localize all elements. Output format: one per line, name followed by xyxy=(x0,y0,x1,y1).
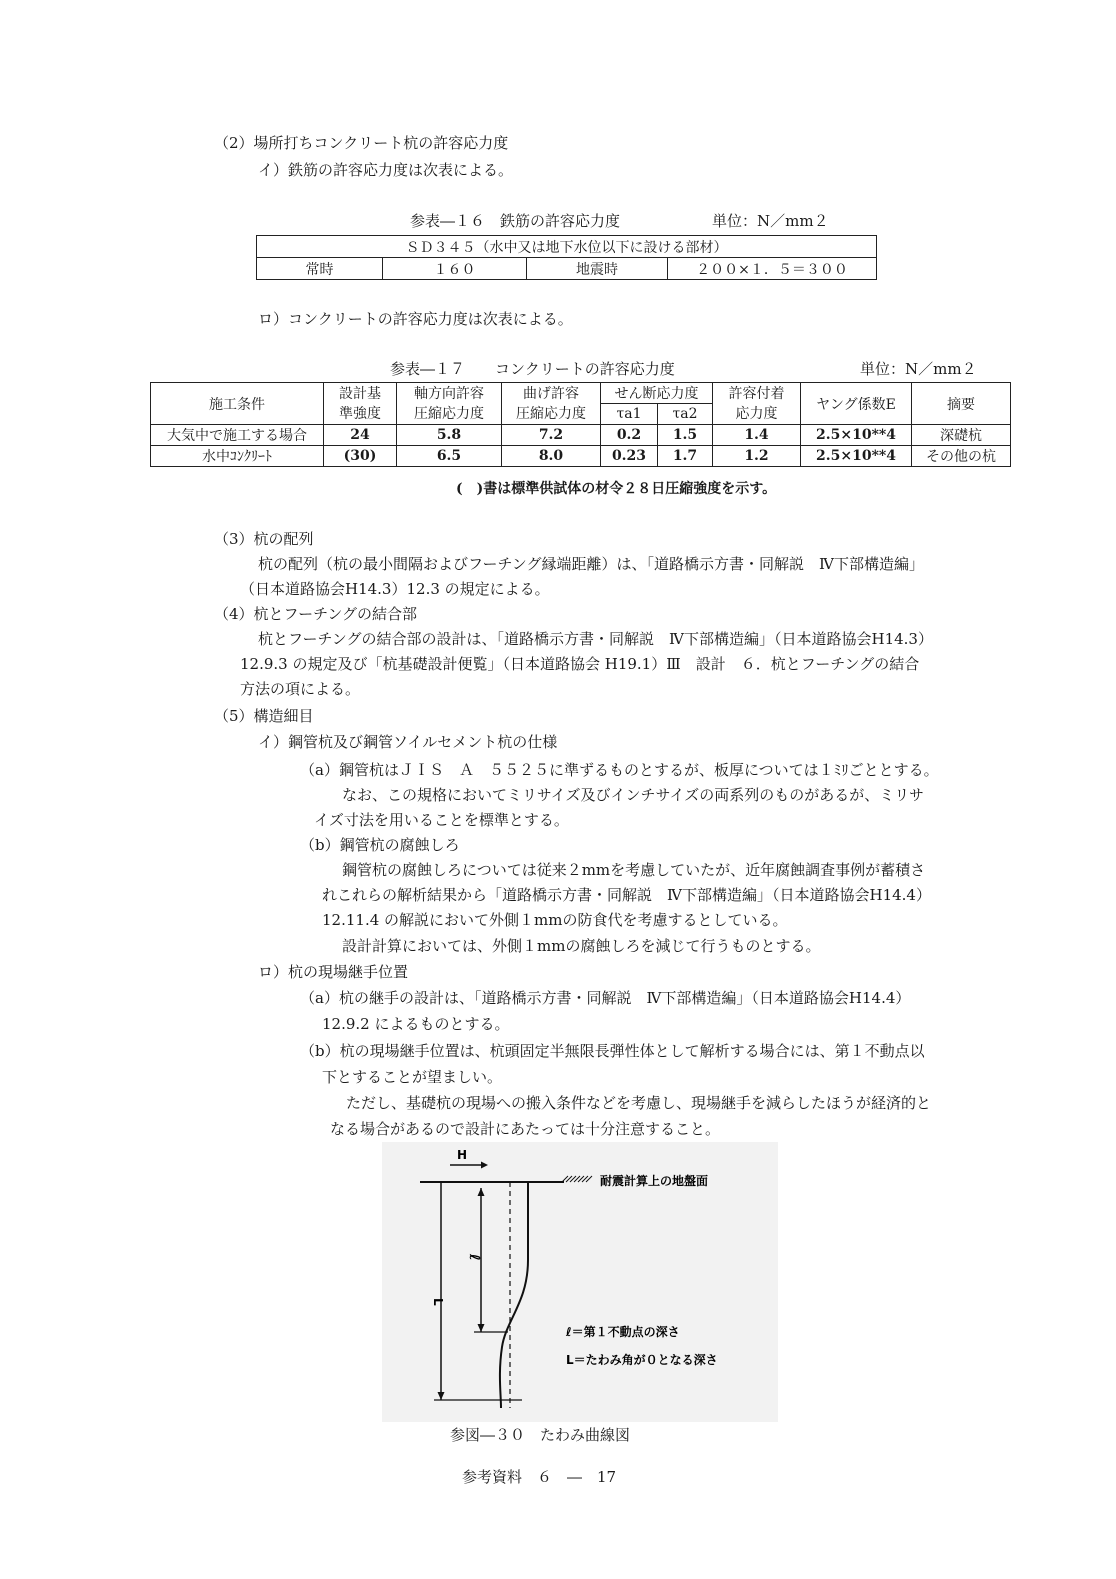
table-16-cell: ２００×１．５＝３００ xyxy=(668,258,877,280)
table-17-header-shear: せん断応力度 xyxy=(601,383,713,404)
dimension-l-label: ℓ xyxy=(466,1254,482,1261)
table-cell: 5.8 xyxy=(397,425,502,446)
section-2-item-ro: ロ）コンクリートの許容応力度は次表による。 xyxy=(258,310,573,328)
table-cell: 6.5 xyxy=(397,446,502,467)
table-cell: 0.2 xyxy=(601,425,658,446)
table-17-note: ( )書は標準供試体の材令２８日圧縮強度を示す。 xyxy=(456,481,777,497)
table-17-header-bending: 曲げ許容 圧縮応力度 xyxy=(502,383,601,425)
table-cell: 7.2 xyxy=(502,425,601,446)
section-5-text: なる場合があるので設計にあたっては十分注意すること。 xyxy=(330,1120,721,1138)
section-5-heading: （5）構造細目 xyxy=(214,707,314,725)
deflection-curve-figure xyxy=(382,1142,778,1422)
table-17-unit: 単位：N／mm２ xyxy=(860,360,977,378)
table-16-unit: 単位：N／mm２ xyxy=(712,212,829,230)
section-5-text: なお、この規格においてミリサイズ及びインチサイズの両系列のものがあるが、ミリサ xyxy=(342,786,925,804)
table-17-header-ta2: τa2 xyxy=(658,404,713,425)
section-5-text: （a）鋼管杭はＪＩＳ Ａ ５５２５に準ずるものとするが、板厚については１ﾐﾘごととする。 xyxy=(300,761,939,779)
table-cell: 2.5×10**4 xyxy=(801,446,912,467)
section-2-item-i: イ）鉄筋の許容応力度は次表による。 xyxy=(258,161,514,179)
table-17-header-ta1: τa1 xyxy=(601,404,658,425)
section-4-text: 杭とフーチングの結合部の設計は、「道路橋示方書・同解説 Ⅳ下部構造編」（日本道路協会H14.3） xyxy=(258,630,933,648)
section-5-item-ro: ロ）杭の現場継手位置 xyxy=(258,963,409,981)
table-cell: 1.5 xyxy=(658,425,713,446)
table-cell: 1.4 xyxy=(713,425,801,446)
section-5-subheading: （b）鋼管杭の腐蝕しろ xyxy=(300,836,460,854)
table-16-cell: 常時 xyxy=(257,258,383,280)
table-17 xyxy=(150,382,1011,467)
table-16-cell: 地震時 xyxy=(527,258,668,280)
table-cell: 大気中で施工する場合 xyxy=(151,425,324,446)
table-cell: (30) xyxy=(324,446,397,467)
section-3-heading: （3）杭の配列 xyxy=(214,530,314,548)
table-17-header-design-strength: 設計基 準強度 xyxy=(324,383,397,425)
section-5-text: 下とすることが望ましい。 xyxy=(322,1068,503,1086)
section-5-text: イズ寸法を用いることを標準とする。 xyxy=(314,811,569,829)
figure-caption: 参図―３０ たわみ曲線図 xyxy=(450,1426,631,1444)
section-2-heading: （2）場所打ちコンクリート杭の許容応力度 xyxy=(214,134,509,152)
section-5-text: 12.11.4 の解説において外側１mmの防食代を考慮するとしている。 xyxy=(322,911,788,929)
section-5-text: ただし、基礎杭の現場への搬入条件などを考慮し、現場継手を減らしたほうが経済的と xyxy=(346,1094,932,1112)
force-label: H xyxy=(457,1148,468,1162)
table-17-header-young: ヤング係数E xyxy=(801,383,912,425)
section-5-text: 設計計算においては、外側１mmの腐蝕しろを減じて行うものとする。 xyxy=(342,937,821,955)
section-5-item-i: イ）鋼管杭及び鋼管ソイルセメント杭の仕様 xyxy=(258,733,558,751)
table-row xyxy=(151,425,1011,446)
table-cell: 0.23 xyxy=(601,446,658,467)
section-3-text: （日本道路協会H14.3）12.3 の規定による。 xyxy=(240,580,550,598)
section-3-text: 杭の配列（杭の最小間隔およびフーチング縁端距離）は、「道路橋示方書・同解説 Ⅳ下部構造編」 xyxy=(258,555,924,573)
section-4-text: 12.9.3 の規定及び「杭基礎設計便覧」（日本道路協会 H19.1）Ⅲ 設計 ６．杭とフーチングの結合 xyxy=(240,655,920,673)
section-5-text: れこれらの解析結果から「道路橋示方書・同解説 Ⅳ下部構造編」（日本道路協会H14.4） xyxy=(322,886,931,904)
section-4-text: 方法の項による。 xyxy=(240,680,361,698)
section-5-text: 鋼管杭の腐蝕しろについては従来２mmを考慮していたが、近年腐蝕調査事例が蓄積さ xyxy=(342,861,926,879)
table-16-cell: １６０ xyxy=(383,258,527,280)
table-16-header: ＳＤ３４５（水中又は地下水位以下に設ける部材） xyxy=(257,236,877,258)
table-17-header-condition: 施工条件 xyxy=(151,383,324,425)
table-17-header-bond: 許容付着 応力度 xyxy=(713,383,801,425)
table-16 xyxy=(256,235,877,280)
dimension-L-label: L xyxy=(431,1298,445,1306)
table-cell: 8.0 xyxy=(502,446,601,467)
section-4-heading: （4）杭とフーチングの結合部 xyxy=(214,605,418,623)
section-5-text: （b）杭の現場継手位置は、杭頭固定半無限長弾性体として解析する場合には、第１不動点以 xyxy=(300,1042,925,1060)
table-cell: 24 xyxy=(324,425,397,446)
page-footer: 参考資料 ６ ― 17 xyxy=(462,1468,617,1486)
table-16-caption: 参表―１６ 鉄筋の許容応力度 xyxy=(410,212,621,230)
table-cell: 2.5×10**4 xyxy=(801,425,912,446)
table-cell: 水中ｺﾝｸﾘｰﾄ xyxy=(151,446,324,467)
table-cell: 1.2 xyxy=(713,446,801,467)
table-cell: 1.7 xyxy=(658,446,713,467)
section-5-text: 12.9.2 によるものとする。 xyxy=(322,1015,510,1033)
table-row xyxy=(151,446,1011,467)
table-17-header-remarks: 摘要 xyxy=(912,383,1011,425)
ground-label: 耐震計算上の地盤面 xyxy=(600,1174,709,1188)
table-cell: 深礎杭 xyxy=(912,425,1011,446)
table-17-header-axial: 軸方向許容 圧縮応力度 xyxy=(397,383,502,425)
table-17-caption: 参表―１７ コンクリートの許容応力度 xyxy=(390,360,675,378)
table-cell: その他の杭 xyxy=(912,446,1011,467)
section-5-text: （a）杭の継手の設計は、「道路橋示方書・同解説 Ⅳ下部構造編」（日本道路協会H14.4） xyxy=(300,989,911,1007)
legend-L: L＝たわみ角が０となる深さ xyxy=(566,1353,718,1367)
legend-l: ℓ＝第１不動点の深さ xyxy=(566,1325,680,1339)
